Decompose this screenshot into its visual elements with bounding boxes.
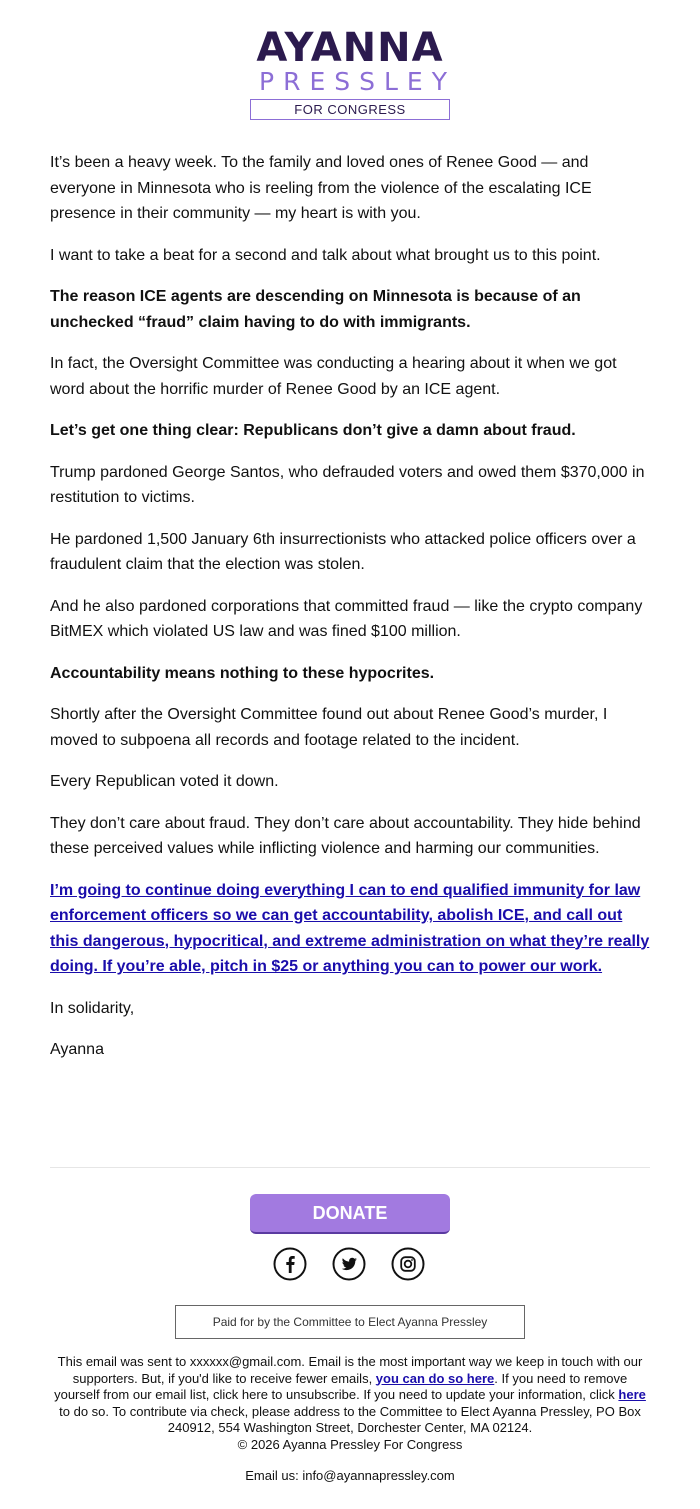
paragraph: I want to take a beat for a second and talk about what brought us to this point.: [50, 246, 601, 264]
paragraph: He pardoned 1,500 January 6th insurrectionists who attacked police officers over a fraudulent claim that the election was stolen.: [50, 530, 636, 573]
donate-button[interactable]: DONATE: [250, 1194, 450, 1234]
email-body: [50, 150, 650, 1079]
paragraph: In fact, the Oversight Committee was conducting a hearing about it when we got word about the horrific murder of Renee Good by an ICE agent.: [50, 355, 617, 398]
paragraph: And he also pardoned corporations that committed fraud — like the crypto company BitMEX which violated US law and was fined $100 million.: [50, 597, 643, 640]
signoff: In solidarity,: [50, 999, 135, 1017]
update-info-link[interactable]: here: [618, 1387, 646, 1402]
divider: [50, 1167, 650, 1168]
donate-link[interactable]: I’m going to continue doing everything I can to end qualified immunity for law enforcement officers so we can get accountability, abolish ICE, and call out this dangerous, hypocritical, and extreme administration on what they’re really doing. If you’re able, pitch in $25 or anything you can to power our work.: [50, 881, 650, 975]
contact-email: Email us: info@ayannapressley.com: [245, 1468, 455, 1483]
paragraph-bold: Accountability means nothing to these hypocrites.: [50, 664, 435, 682]
paragraph-bold: The reason ICE agents are descending on Minnesota is because of an unchecked “fraud” claim having to do with immigrants.: [50, 288, 581, 331]
paid-for-disclaimer: Paid for by the Committee to Elect Ayanna Pressley: [175, 1305, 525, 1339]
logo-name: AYANNA: [256, 25, 444, 71]
twitter-icon[interactable]: [332, 1247, 366, 1281]
signature: Ayanna: [50, 1041, 104, 1058]
facebook-icon[interactable]: [273, 1247, 307, 1281]
paragraph: Trump pardoned George Santos, who defrauded voters and owed them $370,000 in restitution to victims.: [50, 463, 645, 506]
logo-tagline: FOR CONGRESS: [250, 99, 450, 120]
footer-text-part: to do so. To contribute via check, please address to the Committee to Elect Ayanna Pressley, PO Box 240912, 554 Washington Street, Dorchester Center, MA 02124.: [59, 1403, 641, 1435]
footer-text-part: This email was sent to xxxxxx@gmail.com. Email is the most important way we keep in touch with our supporters. But, if you'd like to receive fewer emails,: [57, 1354, 643, 1386]
paragraph: It’s been a heavy week. To the family and loved ones of Renee Good — and everyone in Minnesota who is reeling from the violence of the escalating ICE presence in their community — my heart is with you.: [50, 154, 592, 222]
instagram-icon[interactable]: [391, 1247, 425, 1281]
paragraph: Shortly after the Oversight Committee found out about Renee Good’s murder, I moved to subpoena all records and footage related to the incident.: [50, 706, 608, 749]
copyright: © 2026 Ayanna Pressley For Congress: [237, 1436, 463, 1452]
logo: [250, 25, 456, 120]
paragraph: They don’t care about fraud. They don’t care about accountability. They hide behind these perceived values while inflicting violence and harming our communities.: [50, 814, 641, 857]
logo-surname: PRESSLEY: [259, 67, 456, 96]
donate-link-paragraph: [50, 878, 650, 980]
paragraph: Every Republican voted it down.: [50, 773, 279, 790]
footer-text: [50, 1354, 650, 1453]
paragraph-bold: Let’s get one thing clear: Republicans don’t give a damn about fraud.: [50, 422, 576, 439]
fewer-emails-link[interactable]: you can do so here: [375, 1370, 495, 1386]
footer-text-part: . If you need to remove yourself from our email list, click here to unsubscribe. If you need to update your information, click: [54, 1370, 628, 1402]
